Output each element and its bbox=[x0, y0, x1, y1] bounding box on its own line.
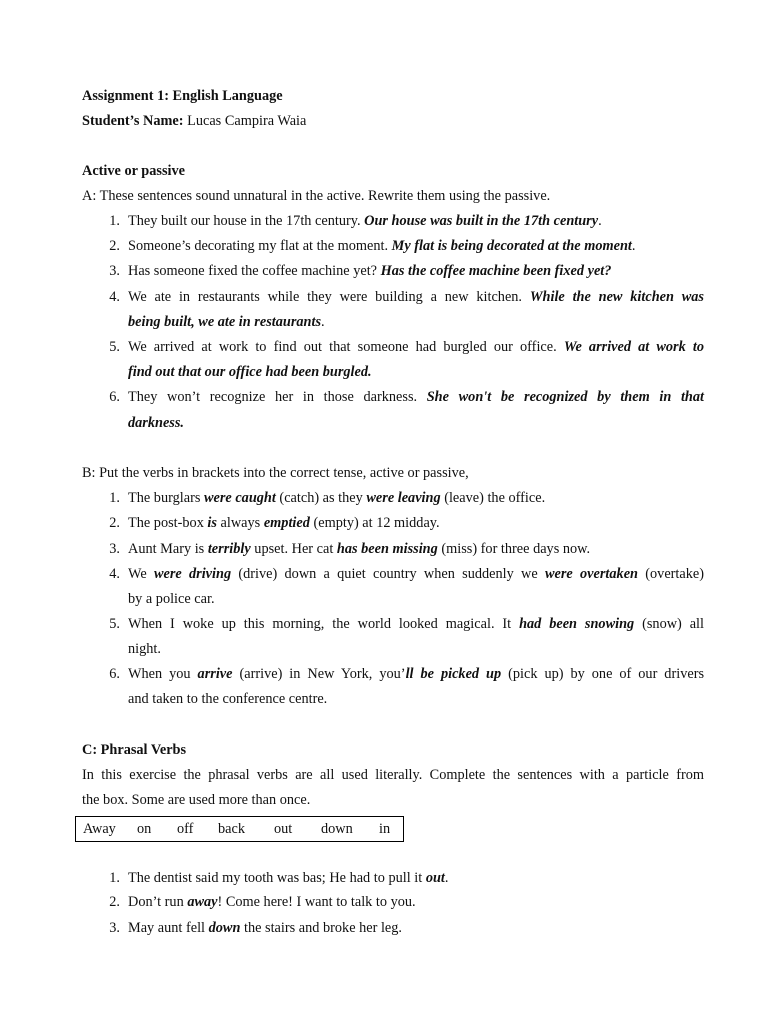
section-a-instruction: A: These sentences sound unnatural in the active. Rewrite them using the passive. bbox=[82, 188, 551, 204]
list-item-continuation: night. bbox=[128, 641, 161, 657]
verb-answer: ll be picked up bbox=[405, 666, 502, 682]
list-item bbox=[128, 388, 704, 406]
sentence-text: (arrive) in New York, you’ bbox=[232, 666, 406, 682]
particle-word: on bbox=[137, 821, 152, 837]
student-name-line bbox=[82, 112, 306, 130]
list-number: 1. bbox=[109, 213, 120, 229]
sentence-text: (overtake) bbox=[638, 566, 704, 582]
verb-answer: had been snowing bbox=[519, 616, 635, 632]
sentence-text: (catch) as they bbox=[275, 490, 367, 506]
document-title: Assignment 1: English Language bbox=[82, 88, 283, 104]
answer-text: darkness. bbox=[128, 415, 185, 431]
list-item bbox=[128, 288, 704, 306]
list-item bbox=[128, 338, 704, 356]
answer-end: . bbox=[321, 314, 325, 330]
list-number: 2. bbox=[109, 894, 120, 910]
sentence-text: (drive) down a quiet country when suddenly we bbox=[231, 566, 545, 582]
section-c-instruction-cont: the box. Some are used more than once. bbox=[82, 792, 311, 808]
list-item bbox=[128, 919, 704, 937]
particle-answer: away bbox=[187, 894, 218, 910]
list-item bbox=[128, 237, 704, 255]
sentence-text: (pick up) by one of our drivers bbox=[501, 666, 705, 682]
list-item bbox=[128, 262, 704, 280]
particle-word: out bbox=[274, 821, 293, 837]
list-item-continuation bbox=[128, 363, 704, 381]
answer-text: being built, we ate in restaurants bbox=[128, 314, 322, 330]
sentence-text: Aunt Mary is bbox=[128, 541, 208, 557]
verb-answer: is bbox=[207, 515, 217, 531]
list-number: 6. bbox=[109, 389, 120, 405]
list-item bbox=[128, 665, 704, 683]
verb-answer: terribly bbox=[207, 541, 251, 557]
list-number: 3. bbox=[109, 263, 120, 279]
student-name-value: Lucas Campira Waia bbox=[183, 113, 307, 129]
verb-answer: emptied bbox=[263, 515, 310, 531]
particle-word: Away bbox=[83, 821, 116, 837]
particle-answer: down bbox=[208, 920, 241, 936]
list-item bbox=[128, 893, 704, 911]
verb-answer: were leaving bbox=[366, 490, 441, 506]
sentence-text: ! Come here! I want to talk to you. bbox=[217, 894, 416, 910]
answer-text: While the new kitchen was bbox=[529, 289, 704, 305]
section-c-heading: C: Phrasal Verbs bbox=[82, 742, 187, 758]
section-b-instruction: B: Put the verbs in brackets into the correct tense, active or passive, bbox=[82, 465, 469, 481]
student-name-label: Student’s Name: bbox=[82, 113, 184, 129]
section-a-heading: Active or passive bbox=[82, 163, 185, 179]
list-item bbox=[128, 615, 704, 633]
section-c-instruction: In this exercise the phrasal verbs are all used literally. Complete the sentences with a particle from bbox=[82, 767, 704, 783]
verb-answer: were overtaken bbox=[544, 566, 638, 582]
list-number: 6. bbox=[109, 666, 120, 682]
sentence-text: always bbox=[216, 515, 264, 531]
list-item-continuation: and taken to the conference centre. bbox=[128, 691, 328, 707]
answer-text: We arrived at work to bbox=[563, 339, 704, 355]
question-text: We ate in restaurants while they were building a new kitchen. bbox=[128, 289, 530, 305]
question-text: Has someone fixed the coffee machine yet? bbox=[128, 263, 381, 279]
verb-answer: arrive bbox=[197, 666, 233, 682]
answer-end: . bbox=[631, 238, 636, 254]
answer-end: . bbox=[598, 213, 602, 229]
list-item bbox=[128, 869, 704, 887]
list-item-continuation bbox=[128, 414, 704, 432]
sentence-text: (miss) for three days now. bbox=[437, 541, 591, 557]
list-number: 5. bbox=[109, 616, 120, 632]
list-item bbox=[128, 212, 704, 230]
question-text: They built our house in the 17th century. bbox=[128, 213, 365, 229]
sentence-text: When you bbox=[128, 666, 198, 682]
particle-answer: out bbox=[425, 870, 445, 886]
answer-text: She won't be recognized by them in that bbox=[426, 389, 704, 405]
particle-box bbox=[75, 816, 404, 842]
answer-text: Our house was built in the 17th century bbox=[364, 213, 599, 229]
list-item bbox=[128, 514, 704, 532]
answer-text: My flat is being decorated at the moment bbox=[391, 238, 632, 254]
particle-word: down bbox=[321, 821, 353, 837]
sentence-text: Don’t run bbox=[128, 894, 188, 910]
particle-word: off bbox=[177, 821, 194, 837]
verb-answer: has been missing bbox=[336, 541, 438, 557]
list-number: 3. bbox=[109, 920, 120, 936]
answer-text: Has the coffee machine been fixed yet? bbox=[380, 263, 612, 279]
list-item-continuation bbox=[128, 313, 704, 331]
particle-word: back bbox=[218, 821, 245, 837]
sentence-text: The dentist said my tooth was bas; He had to pull it bbox=[128, 870, 426, 886]
list-number: 5. bbox=[109, 339, 120, 355]
list-number: 4. bbox=[109, 289, 120, 305]
list-number: 1. bbox=[109, 490, 120, 506]
sentence-text: (leave) the office. bbox=[440, 490, 546, 506]
sentence-text: When I woke up this morning, the world looked magical. It bbox=[128, 616, 520, 632]
list-number: 4. bbox=[109, 566, 120, 582]
list-number: 1. bbox=[109, 870, 120, 886]
verb-answer: were caught bbox=[203, 490, 276, 506]
sentence-text: . bbox=[444, 870, 449, 886]
verb-answer: were driving bbox=[153, 566, 232, 582]
sentence-text: May aunt fell bbox=[128, 920, 209, 936]
sentence-text: the stairs and broke her leg. bbox=[240, 920, 402, 936]
list-item bbox=[128, 540, 704, 558]
sentence-text: upset. Her cat bbox=[250, 541, 337, 557]
list-item bbox=[128, 565, 704, 583]
sentence-text: The burglars bbox=[128, 490, 204, 506]
list-item bbox=[128, 489, 704, 507]
list-number: 3. bbox=[109, 541, 120, 557]
list-number: 2. bbox=[109, 238, 120, 254]
sentence-text: (empty) at 12 midday. bbox=[309, 515, 440, 531]
sentence-text: We bbox=[128, 566, 154, 582]
list-number: 2. bbox=[109, 515, 120, 531]
question-text: Someone’s decorating my flat at the moment. bbox=[128, 238, 392, 254]
answer-text: find out that our office had been burgled. bbox=[128, 364, 372, 380]
sentence-text: The post-box bbox=[128, 515, 208, 531]
question-text: They won’t recognize her in those darkness. bbox=[128, 389, 427, 405]
sentence-text: (snow) all bbox=[634, 616, 704, 632]
question-text: We arrived at work to find out that someone had burgled our office. bbox=[128, 339, 564, 355]
list-item-continuation: by a police car. bbox=[128, 591, 215, 607]
particle-word: in bbox=[379, 821, 391, 837]
